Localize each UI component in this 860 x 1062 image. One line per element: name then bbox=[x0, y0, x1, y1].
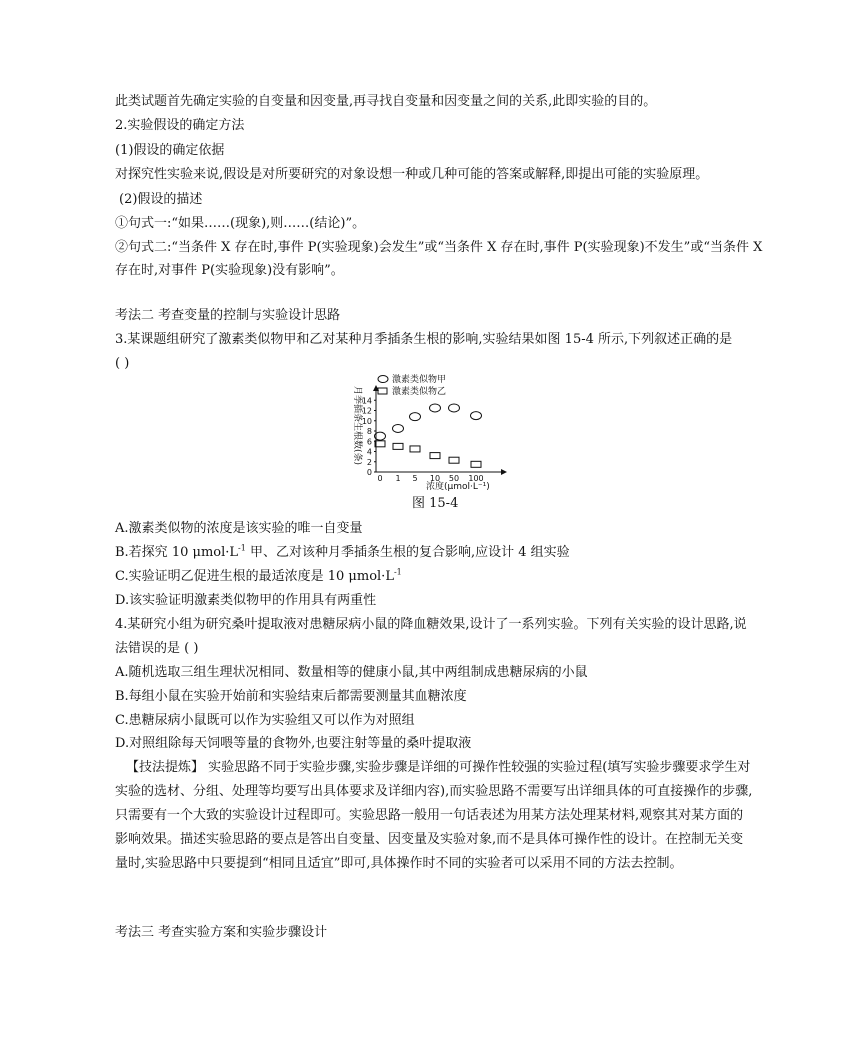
tip-paragraph: 量时,实验思路中只要提到“相同且适宜”即可,具体操作时不同的实验者可以采用不同的方法去控制。 bbox=[115, 856, 683, 871]
section-heading: 考法三 考查实验方案和实验步骤设计 bbox=[115, 925, 328, 940]
question-stem: 3.某课题组研究了激素类似物甲和乙对某种月季插条生根的影响,实验结果如图 15-4 所示,下列叙述正确的是 bbox=[115, 332, 733, 347]
legend-marker-series-2 bbox=[378, 388, 387, 394]
x-axis-label: 浓度(μmol·L⁻¹) bbox=[426, 482, 490, 492]
section-heading: 2.实验假设的确定方法 bbox=[115, 118, 245, 133]
option-b-text: B.若探究 10 μmol·L bbox=[115, 545, 239, 560]
option-d: D.该实验证明激素类似物甲的作用具有两重性 bbox=[115, 593, 377, 608]
tip-paragraph: 实验的选材、分组、处理等均要写出具体要求及详细内容),而实验思路不需要写出详细具体的可直接操作的步骤, bbox=[115, 784, 753, 799]
option-a: A.随机选取三组生理状况相同、数量相等的健康小鼠,其中两组制成患糖尿病的小鼠 bbox=[115, 665, 588, 680]
tip-paragraph: 影响效果。描述实验思路的要点是答出自变量、因变量及实验对象,而不是具体可操作性的设计。在控制无关变 bbox=[115, 832, 744, 847]
x-tick-label: 10 bbox=[429, 474, 441, 483]
figure-caption: 图 15-4 bbox=[412, 496, 459, 511]
option-c-text: C.实验证明乙促进生根的最适浓度是 10 μmol·L bbox=[115, 569, 394, 584]
y-tick-label: 2 bbox=[366, 457, 372, 467]
text-line: 存在时,对事件 P(实验现象)没有影响”。 bbox=[115, 263, 344, 278]
text-line: ②句式二:“当条件 X 存在时,事件 P(实验现象)会发生”或“当条件 X 存在时,事件 P(实验现象)不发生”或“当条件 X bbox=[115, 240, 763, 255]
figure-chart bbox=[346, 372, 516, 492]
legend-label-series-2: 激素类似物乙 bbox=[392, 387, 447, 397]
y-tick-label: 8 bbox=[366, 427, 372, 436]
question-stem: 4.某研究小组为研究桑叶提取液对患糖尿病小鼠的降血糖效果,设计了一系列实验。下列有关实验的设计思路,说 bbox=[115, 617, 747, 632]
superscript: -1 bbox=[393, 567, 402, 577]
option-b-text: 甲、乙对该种月季插条生根的复合影响,应设计 4 组实验 bbox=[245, 545, 570, 560]
section-heading: 考法二 考查变量的控制与实验设计思路 bbox=[115, 308, 341, 323]
option-b bbox=[115, 544, 570, 562]
y-tick-label: 10 bbox=[361, 416, 372, 426]
y-tick-label: 0 bbox=[366, 468, 372, 477]
x-axis-arrow bbox=[501, 469, 507, 475]
x-tick-label: 100 bbox=[468, 474, 484, 483]
option-b: B.每组小鼠在实验开始前和实验结束后都需要测量其血糖浓度 bbox=[115, 689, 467, 704]
option-c bbox=[115, 568, 402, 586]
x-tick-label: 0 bbox=[377, 474, 383, 483]
series-1-point bbox=[393, 424, 404, 432]
series-2-point bbox=[393, 443, 403, 449]
option-c: C.患糖尿病小鼠既可以作为实验组又可以作为对照组 bbox=[115, 713, 415, 728]
legend-label-series-1: 激素类似物甲 bbox=[392, 375, 447, 385]
series-1-point bbox=[430, 404, 441, 412]
series-2-point bbox=[430, 453, 440, 459]
y-tick-label: 12 bbox=[361, 406, 372, 416]
y-tick-label: 6 bbox=[366, 437, 372, 447]
subheading: (1)假设的确定依据 bbox=[115, 143, 225, 158]
tip-paragraph: 只需要有一个大致的实验设计过程即可。实验思路一般用一句话表述为用某方法处理某材料,观察其对某方面的 bbox=[115, 808, 744, 823]
series-1-point bbox=[410, 413, 421, 421]
answer-blank: ( ) bbox=[115, 356, 130, 371]
text-line: 对探究性实验来说,假设是对所要研究的对象设想一种或几种可能的答案或解释,即提出可能的实验原理。 bbox=[115, 167, 709, 182]
series-2-point bbox=[449, 457, 459, 463]
series-2-point bbox=[471, 461, 481, 467]
question-stem: 法错误的是 ( ) bbox=[115, 641, 199, 656]
option-a: A.激素类似物的浓度是该实验的唯一自变量 bbox=[115, 521, 363, 536]
option-d: D.对照组除每天饲喂等量的食物外,也要注射等量的桑叶提取液 bbox=[115, 736, 472, 751]
legend-marker-series-1 bbox=[378, 376, 388, 383]
series-2-point bbox=[410, 446, 420, 452]
x-tick-label: 50 bbox=[448, 474, 460, 483]
y-tick-label: 14 bbox=[361, 396, 372, 406]
subheading: (2)假设的描述 bbox=[119, 192, 203, 207]
text-line: ①句式一:“如果……(现象),则……(结论)”。 bbox=[115, 216, 366, 231]
tip-paragraph: 【技法提炼】 实验思路不同于实验步骤,实验步骤是详细的可操作性较强的实验过程(填写实验步骤要求学生对 bbox=[126, 760, 751, 775]
series-1-point bbox=[449, 404, 460, 412]
text-line: 此类试题首先确定实验的自变量和因变量,再寻找自变量和因变量之间的关系,此即实验的目的。 bbox=[115, 94, 657, 109]
x-tick-label: 1 bbox=[395, 474, 401, 483]
y-tick-label: 4 bbox=[366, 447, 372, 457]
superscript: -1 bbox=[238, 543, 246, 553]
series-1-point bbox=[471, 412, 482, 420]
x-tick-label: 5 bbox=[412, 474, 418, 483]
chart-legend bbox=[378, 373, 446, 397]
y-axis-label: 月季插条生根数(条) bbox=[352, 386, 362, 466]
